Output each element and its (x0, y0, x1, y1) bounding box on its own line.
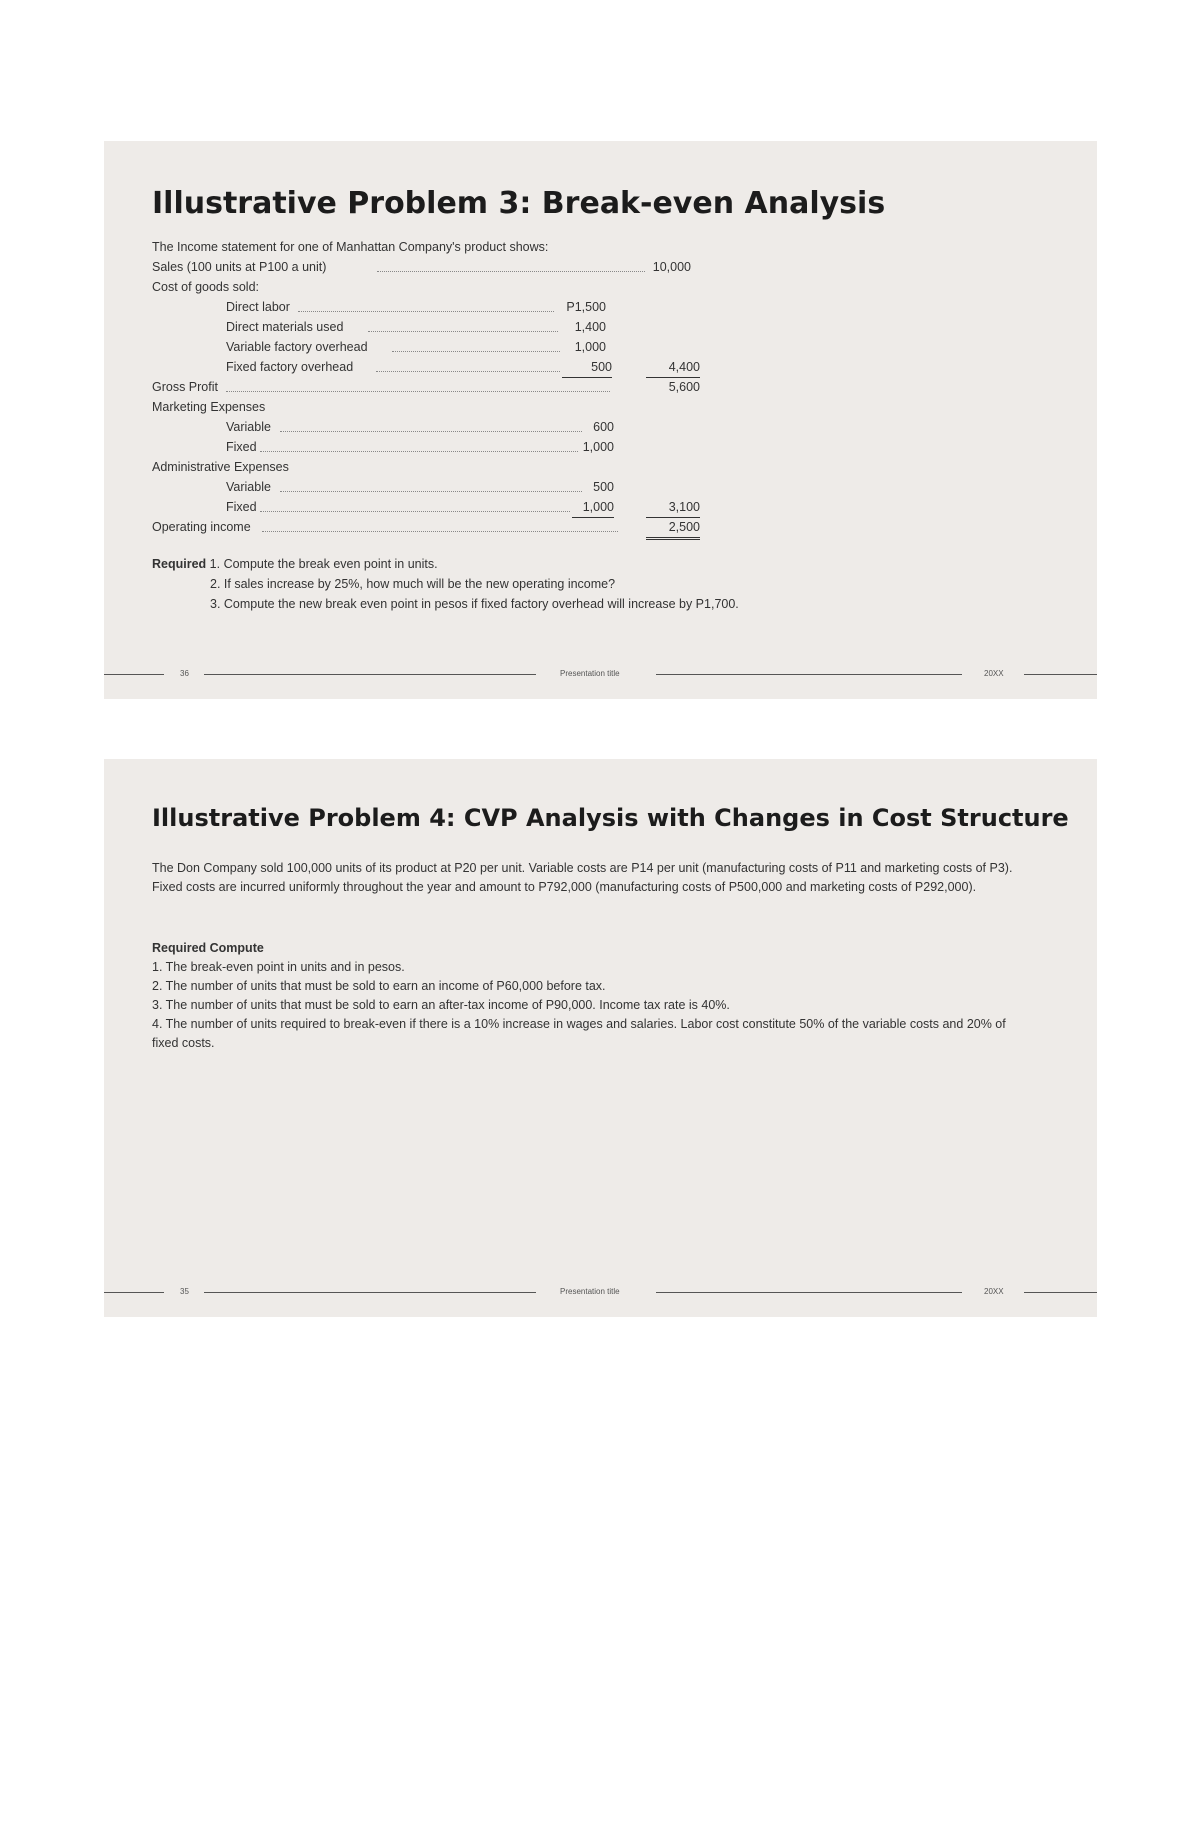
direct-materials-value: 1,400 (574, 320, 606, 334)
required-item-2: 2. The number of units that must be sold to earn an income of P60,000 before tax. (152, 979, 606, 993)
footer-date: 20XX (984, 1287, 1004, 1296)
slide-title: Illustrative Problem 3: Break-even Analysis (152, 186, 886, 221)
leader-dots (280, 431, 582, 432)
cogs-label: Cost of goods sold: (152, 280, 260, 294)
sales-label: Sales (100 units at P100 a unit) (152, 260, 327, 274)
admin-label: Administrative Expenses (152, 460, 289, 474)
adm-variable-label: Variable (226, 480, 271, 494)
slide-problem-4 (104, 759, 1097, 1317)
footer-rule (1024, 674, 1097, 675)
slide-problem-3 (104, 141, 1097, 699)
footer-rule (204, 674, 536, 675)
mkt-fixed-value: 1,000 (582, 440, 614, 454)
required-item-2: 2. If sales increase by 25%, how much will be the new operating income? (210, 577, 616, 591)
footer-page-number: 35 (180, 1287, 189, 1296)
slide-footer (104, 665, 1097, 685)
footer-title: Presentation title (560, 669, 620, 678)
gross-profit-label: Gross Profit (152, 380, 218, 394)
direct-labor-value: P1,500 (566, 300, 606, 314)
fixed-foh-label: Fixed factory overhead (226, 360, 354, 374)
required-item-3: 3. Compute the new break even point in pesos if fixed factory overhead will increase by P1,700. (210, 597, 739, 611)
expenses-total: 3,100 (646, 497, 700, 518)
leader-dots (226, 391, 610, 392)
required-label: Required (152, 557, 207, 571)
intro-text: The Income statement for one of Manhattan Company's product shows: (152, 240, 549, 254)
variable-foh-label: Variable factory overhead (226, 340, 368, 354)
adm-fixed-label: Fixed (226, 500, 257, 514)
footer-rule (204, 1292, 536, 1293)
adm-variable-value: 500 (593, 480, 614, 494)
leader-dots (368, 331, 558, 332)
slide-footer (104, 1283, 1097, 1303)
footer-title: Presentation title (560, 1287, 620, 1296)
mkt-variable-value: 600 (593, 420, 614, 434)
required-item-1: 1. Compute the break even point in units. (209, 557, 438, 571)
leader-dots (260, 451, 578, 452)
required-section (152, 939, 1032, 1053)
gross-profit-value: 5,600 (668, 380, 700, 394)
mkt-variable-label: Variable (226, 420, 271, 434)
footer-rule (656, 1292, 962, 1293)
required-item-1: 1. The break-even point in units and in pesos. (152, 960, 405, 974)
mkt-fixed-label: Fixed (226, 440, 257, 454)
leader-dots (377, 271, 645, 272)
leader-dots (298, 311, 554, 312)
leader-dots (392, 351, 560, 352)
leader-dots (260, 511, 570, 512)
footer-rule (656, 674, 962, 675)
leader-dots (376, 371, 560, 372)
problem-paragraph: The Don Company sold 100,000 units of its product at P20 per unit. Variable costs are P14 per unit (manufacturing costs of P11 and marketing costs of P3). Fixed costs are incurred uniformly throughout the year and amount to P792,000 (manufacturing costs of P500,000 and marketing costs of P292,000). (152, 861, 1013, 894)
required-list (152, 958, 1032, 1053)
footer-rule (104, 1292, 164, 1293)
footer-page-number: 36 (180, 669, 189, 678)
required-item-3: 3. The number of units that must be sold to earn an after-tax income of P90,000. Income tax rate is 40%. (152, 998, 730, 1012)
required-item-4: 4. The number of units required to break-even if there is a 10% increase in wages and salaries. Labor cost constitute 50% of the variable costs and 20% of fixed costs. (152, 1017, 1006, 1050)
sales-value: 10,000 (652, 260, 691, 274)
direct-materials-label: Direct materials used (226, 320, 344, 334)
variable-foh-value: 1,000 (574, 340, 606, 354)
direct-labor-label: Direct labor (226, 300, 290, 314)
operating-income-value: 2,500 (646, 517, 700, 540)
leader-dots (280, 491, 582, 492)
footer-rule (104, 674, 164, 675)
slide-title: Illustrative Problem 4: CVP Analysis with Changes in Cost Structure (152, 804, 1069, 832)
operating-income-label: Operating income (152, 520, 251, 534)
required-block (152, 554, 438, 574)
leader-dots (262, 531, 618, 532)
cogs-total: 4,400 (646, 357, 700, 378)
fixed-foh-value: 500 (562, 357, 612, 378)
adm-fixed-value: 1,000 (572, 497, 614, 518)
footer-rule (1024, 1292, 1097, 1293)
marketing-label: Marketing Expenses (152, 400, 266, 414)
footer-date: 20XX (984, 669, 1004, 678)
required-heading: Required Compute (152, 941, 264, 955)
